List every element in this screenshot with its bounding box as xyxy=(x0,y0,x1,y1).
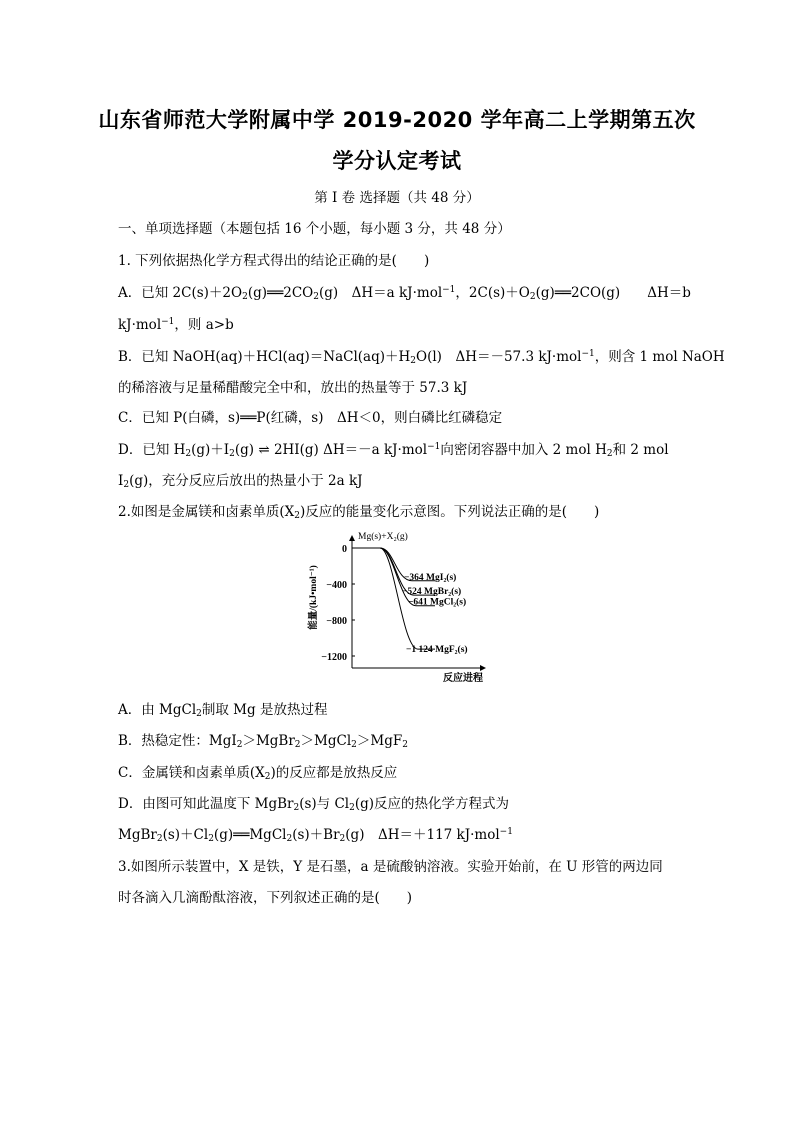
q1-a-cont-part: ，则 a>b xyxy=(174,317,234,333)
q1-d-part: (g)＋I xyxy=(191,442,230,458)
y-axis-arrow xyxy=(349,535,355,541)
subscript: 2 xyxy=(349,803,355,813)
subscript: 2 xyxy=(294,740,301,750)
curve-label-2: −524 MgBr₂(s) xyxy=(402,587,462,598)
q1-b-part: ，则含 1 mol NaOH xyxy=(594,349,725,365)
y-tick-label: −800 xyxy=(326,616,347,627)
superscript: −1 xyxy=(161,317,175,327)
q2-d-part: D．由图可知此温度下 MgBr xyxy=(118,796,294,812)
q1-d-part: (g) ⇌ 2HI(g) ΔH＝－a kJ·mol xyxy=(234,442,428,458)
q2-eq-part: (g) ΔH＝＋117 kJ·mol xyxy=(345,827,500,843)
q1-b-part: B．已知 NaOH(aq)＋HCl(aq)＝NaCl(aq)＋H xyxy=(118,349,411,365)
q2-stem-part: )反应的能量变化示意图。下列说法正确的是( ) xyxy=(300,504,600,520)
q2-b-part: ＞MgF xyxy=(356,733,403,749)
q1-option-c: C．已知 P(白磷，s)══P(红磷，s) ΔH＜0，则白磷比红磷稳定 xyxy=(118,410,503,426)
page-title-line2: 学分认定考试 xyxy=(332,149,462,173)
subscript: 2 xyxy=(293,803,300,813)
q2-stem-part: 2.如图是金属镁和卤素单质(X xyxy=(118,504,295,520)
subscript: 2 xyxy=(339,834,346,844)
q1-a-part: A．已知 2C(s)＋2O xyxy=(118,285,243,301)
q3-stem-line2: 时各滴入几滴酚酞溶液，下列叙述正确的是( ) xyxy=(118,890,413,906)
subscript: 2 xyxy=(156,834,163,844)
q2-b-part: B．热稳定性：MgI xyxy=(118,733,237,749)
q1-option-b xyxy=(118,345,725,366)
q2-b-part: ＞MgBr xyxy=(242,733,295,749)
q2-option-b xyxy=(118,729,408,750)
superscript: −1 xyxy=(499,827,513,837)
q2-eq-part: (g)══MgCl xyxy=(213,827,287,843)
subscript: 2 xyxy=(529,292,536,302)
subscript: 2 xyxy=(185,449,192,459)
x-axis-arrow xyxy=(480,665,486,671)
q2-d-part: (g)反应的热化学方程式为 xyxy=(354,796,510,812)
q1-option-a-cont xyxy=(118,313,234,333)
y-tick-label: −400 xyxy=(326,580,347,591)
subscript: 2 xyxy=(410,356,417,366)
y-axis-label: 能量/(kJ•mol⁻¹) xyxy=(309,565,319,630)
q2-option-d xyxy=(118,792,509,813)
subscript: 2 xyxy=(236,740,243,750)
q1-b-part: O(l) ΔH＝－57.3 kJ·mol xyxy=(416,349,582,365)
q2-b-part: ＞MgCl xyxy=(300,733,352,749)
q1-stem: 1. 下列依据热化学方程式得出的结论正确的是( ) xyxy=(118,253,430,269)
curve-label-3: −641 MgCl₂(s) xyxy=(408,597,467,608)
q2-a-part: 制取 Mg 是放热过程 xyxy=(201,702,328,718)
q2-option-c xyxy=(118,761,397,782)
q1-d-cont-part: (g)，充分反应后放出的热量小于 2a kJ xyxy=(129,473,363,489)
superscript: −1 xyxy=(442,285,456,295)
q2-c-part: )的反应都是放热反应 xyxy=(270,765,398,781)
q2-c-part: C．金属镁和卤素单质(X xyxy=(118,765,265,781)
q1-d-part: 向密闭容器中加入 2 mol H xyxy=(440,442,607,458)
q2-eq-part: (s)＋Br xyxy=(292,827,340,843)
subscript: 2 xyxy=(606,449,613,459)
q2-option-a xyxy=(118,698,327,719)
q1-d-part: D．已知 H xyxy=(118,442,186,458)
q1-option-d xyxy=(118,438,669,459)
q2-d-part: (s)与 Cl xyxy=(299,796,350,812)
subscript: 2 xyxy=(264,772,271,782)
q2-eq-part: (s)＋Cl xyxy=(162,827,209,843)
subscript: 2 xyxy=(286,834,293,844)
subscript: 2 xyxy=(123,480,130,490)
page-title-line1: 山东省师范大学附属中学 2019-2020 学年高二上学期第五次 xyxy=(98,108,696,132)
q2-eq-part: MgBr xyxy=(118,827,157,843)
q2-stem xyxy=(118,500,599,521)
q1-a-part: (g)══2CO(g) ΔH＝b xyxy=(535,285,691,301)
subscript: 2 xyxy=(402,740,408,750)
superscript: −1 xyxy=(427,442,441,452)
subscript: 2 xyxy=(351,740,357,750)
subscript: 2 xyxy=(294,511,300,521)
curve-label-4: −1 124 MgF₂(s) xyxy=(406,645,468,656)
q1-option-a xyxy=(118,281,691,302)
subscript: 2 xyxy=(196,709,202,719)
subscript: 2 xyxy=(229,449,235,459)
subscript: 2 xyxy=(242,292,248,302)
q1-a-part: (g) ΔH＝a kJ·mol xyxy=(318,285,443,301)
q1-option-d-cont xyxy=(118,469,363,490)
q3-stem-line1: 3.如图所示装置中，X 是铁，Y 是石墨，a 是硫酸钠溶液。实验开始前，在 U 形管的两边同 xyxy=(118,859,663,875)
volume-header: 第 I 卷 选择题（共 48 分） xyxy=(314,190,480,206)
q1-option-b-cont: 的稀溶液与足量稀醋酸完全中和，放出的热量等于 57.3 kJ xyxy=(118,380,468,396)
energy-chart xyxy=(300,528,500,683)
subscript: 2 xyxy=(313,292,319,302)
q1-a-cont-part: kJ·mol xyxy=(118,317,162,333)
subscript: 2 xyxy=(208,834,214,844)
q2-a-part: A．由 MgCl xyxy=(118,702,197,718)
curve-label-1: −364 MgI₂(s) xyxy=(404,572,457,583)
y-tick-label: 0 xyxy=(342,544,347,555)
q1-d-part: 和 2 mol xyxy=(612,442,669,458)
q1-d-cont-part: I xyxy=(118,473,124,489)
x-axis-label: 反应进程 xyxy=(443,673,483,683)
q1-a-part: ，2C(s)＋O xyxy=(455,285,530,301)
q2-option-d-equation xyxy=(118,823,513,844)
q1-a-part: (g)══2CO xyxy=(247,285,314,301)
superscript: −1 xyxy=(581,349,595,359)
y-tick-label: −1200 xyxy=(321,652,347,663)
section-header: 一、单项选择题（本题包括 16 个小题，每小题 3 分，共 48 分） xyxy=(118,221,511,237)
top-label: Mg(s)+X₂(g) xyxy=(358,532,408,542)
